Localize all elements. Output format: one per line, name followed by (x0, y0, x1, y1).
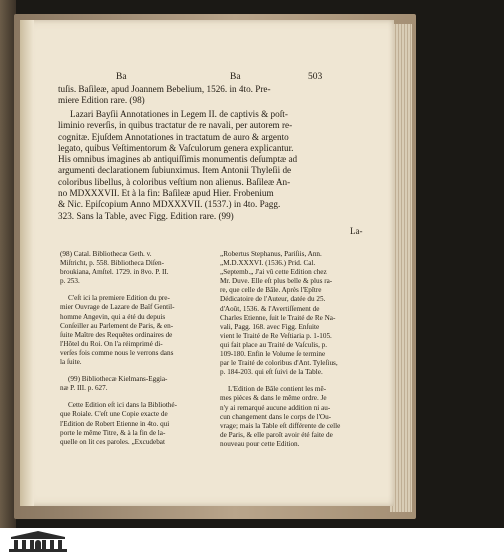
entry-line: 323. Sans la Table, avec Figg. Edition rare. (99) (58, 210, 234, 221)
spacer (60, 393, 212, 401)
footnote-line: Mr. Duve. Elle eſt plus belle & plus ra- (220, 277, 333, 286)
footnote-line: l'Hôtel du Roi. On l'a réimprimé di- (60, 339, 163, 348)
entry-line: Lazari Bayſii Annotationes in Legem II. de captivis & poſt- (70, 109, 288, 119)
entry-line: His omnibus imagines ab antiquiſſimis monumentis deſumptæ ad (58, 154, 298, 165)
footnote-line: porte le même Titre, & à la fin de la- (60, 428, 166, 437)
viewer-footer (0, 528, 504, 555)
bibliographic-entry (58, 109, 374, 222)
book-page (20, 20, 394, 506)
entry-line: coloribus libellus, à coloribus veſtium non alienus. Baſileæ An- (58, 176, 291, 187)
footnote-line: d'Août, 1536. & l'Avertiſſement de (220, 304, 320, 313)
footnote-line: „M.D.XXXVI. (1536.) Prid. Cal. (220, 259, 316, 268)
page-number: 503 (308, 72, 323, 82)
footnote-line: homme Angevin, qui a été du depuis (60, 312, 166, 321)
entry-line: no MDXXXVII. Et à la fin: Baſileæ apud Hier. Frobenium (58, 188, 274, 199)
footnote-line: Dédicatoire de l'Auteur, datée du 25. (220, 295, 326, 304)
footnote-line: vali, Pagg. 168. avec Figg. Enſuite (220, 322, 320, 331)
footnote-line: Miſtricht, p. 558. Bibliotheca Diſen- (60, 259, 165, 268)
footnote-line: C'eſt ici la premiere Edition du pre- (68, 294, 170, 303)
footnote-line: verſes fois comme nous le verrons dans (60, 348, 174, 357)
spacer (220, 377, 376, 385)
footnote-line: mier Ouvrage de Lazare de Baïf Gentil- (60, 303, 175, 312)
footnote-line: L'Edition de Bâle contient les mê- (228, 385, 327, 394)
footnote-line: mes pièces & dans le même ordre. Je (220, 394, 327, 403)
running-head-center: Ba (230, 72, 241, 82)
page-gutter (20, 20, 34, 506)
footnote-line: „Robertus Stephanus, Pariſiis, Ann. (220, 250, 322, 258)
footnote-line: que Roiale. C'eſt une Copie exacte de (60, 410, 168, 419)
catchword: La- (350, 226, 363, 236)
footnote-line: (98) Catal. Bibliothecæ Geth. v. (60, 250, 152, 258)
running-head-left: Ba (116, 72, 127, 82)
spacer (60, 286, 212, 294)
intro-text (58, 84, 374, 106)
footnote-line: qui fait place au Traité de Vaſculis, p. (220, 340, 328, 349)
footnote-line: 109-180. Enfin le Volume ſe termine (220, 350, 326, 359)
footnote-line: la ſuite. (60, 358, 82, 367)
footnote-line: de Paris, & elle paroît avoir été faite de (220, 430, 333, 439)
footnote-line: cun changement dans le corps de l'Ou- (220, 412, 332, 421)
footnote-line: „Septemb.„ J'ai vû cette Edition chez (220, 268, 327, 277)
footnote-line: vient le Traité de Re Veſtiaria p. 1-105. (220, 331, 332, 340)
footnote-line: n'y ai remarqué aucune addition ni au- (220, 403, 331, 412)
footnote-line: p. 253. (60, 277, 80, 286)
intro-line: miere Edition rare. (98) (58, 95, 145, 105)
footnote-line: Cette Edition eſt ici dans la Bibliothé- (68, 401, 177, 410)
footnote-line: l'Edition de Robert Etienne in 4to. qui (60, 419, 170, 428)
entry-line: legato, quibus Veſtimentorum & Vaſculorum genera explicantur. (58, 142, 294, 153)
footnote-line: vrage; mais la Table eſt différente de celle (220, 421, 341, 430)
footnote-line: broukiana, Amſtel. 1729. in 8vo. P. II. (60, 268, 169, 277)
intro-line: tuſis. Baſileæ, apud Joannem Bebelium, 1526. in 4to. Pre- (58, 84, 271, 94)
spacer (60, 367, 212, 375)
footnote-line: næ P. III. p. 627. (60, 384, 108, 393)
footnote-line: Charles Etienne, ſuit le Traité de Re Na- (220, 313, 336, 322)
entry-line: & Nic. Epiſcopium Anno MDXXXVII. (1537.) in 4to. Pagg. (58, 199, 281, 210)
footnote-line: Conſeiller au Parlement de Paris, & en- (60, 321, 174, 330)
footnote-line: re, que celle de Bâle. Après l'Epître (220, 286, 322, 295)
library-building-icon (8, 530, 68, 553)
entry-line: liminio reverſis, in quibus tractatur de re navali, per autorem re- (58, 120, 293, 131)
footnote-line: ſuite Maître des Requêtes ordinaires de (60, 330, 173, 339)
footnote-line: quelle on lit ces paroles. „Excudebat (60, 437, 165, 446)
footnote-line: nouveau pour cette Edition. (220, 439, 300, 448)
footnote-column-right (220, 250, 376, 449)
footnote-line: (99) Bibliothecæ Kielmans-Eggia- (68, 375, 168, 384)
footnote-line: par le Traité de coloribus d'Ant. Tyleſius, (220, 359, 338, 368)
footnote-line: p. 184-203. qui eſt ſuivi de la Table. (220, 368, 323, 377)
footnote-column-left (60, 250, 212, 447)
entry-line: cognitæ. Ejuſdem Annotationes in tractatum de auro & argento (58, 131, 289, 142)
entry-line: argumenti declarationem ſubiunximus. Item Antonii Thyleſii de (58, 165, 292, 176)
